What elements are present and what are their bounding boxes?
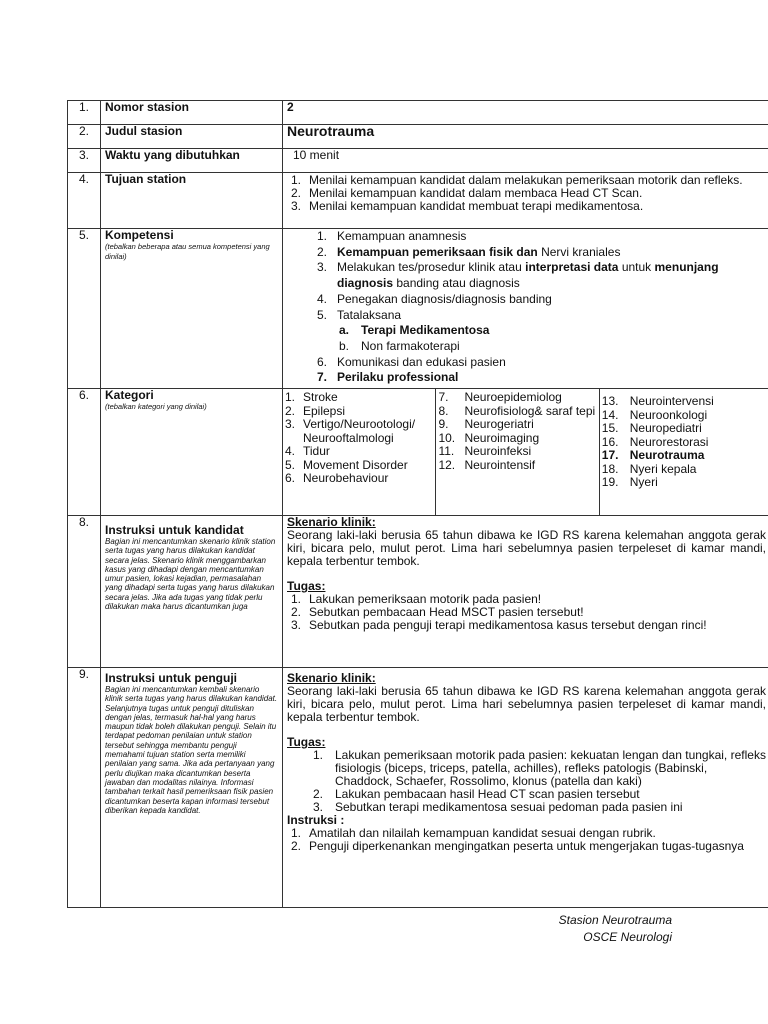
row-note: Bagian ini mencantumkan skenario klinik station serta tugas yang harus dilakukan kandidat secara jelas. Skenario klinik menggambarkan kasus yang dihadapi dengan mencantumkan umur pasien, lokasi kejadian, permasalahan yang dihadapi serta tugas yang harus dilakukan secara jelas. Jika ada tugas yang tidak perlu dilakukan maka harus dicantumkan juga	[105, 537, 276, 612]
row-label: Judul stasion	[101, 125, 283, 149]
category-columns	[283, 389, 768, 515]
list-item: 2. Epilepsi	[285, 403, 346, 418]
table-row	[68, 389, 768, 516]
list-item: 7. Neuroepidemiolog	[438, 390, 562, 404]
list-item: 9. Neurogeriatri	[438, 417, 534, 431]
list-item: 3. Menilai kemampuan kandidat membuat terapi medikamentosa.	[291, 199, 644, 213]
row-label-cell	[101, 229, 283, 389]
row-label: Tujuan station	[101, 173, 283, 229]
list-item: 4. Tidur	[285, 444, 330, 458]
list-item: 2. Lakukan pembacaan hasil Head CT scan pasien tersebut	[313, 787, 640, 801]
row-number: 1.	[68, 101, 101, 125]
list-item: 2. Menilai kemampuan kandidat dalam membaca Head CT Scan.	[291, 186, 643, 200]
table-row	[68, 149, 768, 173]
list-item: 1. Amatilah dan nilailah kemampuan kandidat sesuai dengan rubrik.	[291, 826, 656, 840]
list-item: 16. Neurorestorasi	[601, 434, 709, 449]
tasks-list	[287, 749, 766, 814]
row-label: Instruksi untuk penguji	[105, 671, 238, 685]
row-label: Nomor stasion	[101, 101, 283, 125]
time-value: 10 menit	[283, 149, 768, 173]
row-label-cell	[101, 389, 283, 516]
list-item: 6. Neurobehaviour	[285, 471, 389, 485]
footer-exam-name: OSCE Neurologi	[583, 930, 672, 944]
row-label: Kategori	[105, 388, 154, 402]
list-item: 8. Neurofisiolog& saraf tepi	[438, 403, 596, 418]
table-row	[68, 125, 768, 149]
list-item: 3. Sebutkan terapi medikamentosa sesuai pedoman pada pasien ini	[313, 800, 683, 814]
row-number: 3.	[68, 149, 101, 173]
competency-list	[287, 229, 766, 386]
list-item: 13. Neurointervensi	[601, 394, 714, 408]
station-title-value: Neurotrauma	[283, 125, 768, 149]
row-label: Instruksi untuk kandidat	[105, 523, 244, 537]
scenario-title: Skenario klinik:	[287, 671, 376, 685]
list-item: 17. Neurotrauma	[601, 448, 705, 462]
row-number: 8.	[68, 516, 101, 668]
objectives-cell	[283, 173, 768, 229]
row-number: 2.	[68, 125, 101, 149]
table-row	[68, 173, 768, 229]
list-item: 18. Nyeri kepala	[601, 461, 697, 476]
list-item: 12. Neurointensif	[438, 457, 536, 472]
list-item: 1. Lakukan pemeriksaan motorik pada pasien!	[291, 592, 542, 606]
row-number: 6.	[68, 389, 101, 516]
list-item: 7. Perilaku professional	[317, 370, 459, 385]
row-number: 5.	[68, 229, 101, 389]
row-label-cell	[101, 668, 283, 908]
list-item: 11. Neuroinfeksi	[438, 444, 532, 458]
list-item: 5. Movement Disorder	[285, 457, 408, 472]
candidate-instruction-cell	[283, 516, 768, 668]
list-item: 19. Nyeri	[601, 475, 658, 489]
tasks-list	[287, 593, 766, 632]
scenario-title: Skenario klinik:	[287, 515, 376, 529]
list-item: 5. Tatalaksana	[317, 307, 402, 322]
category-column	[600, 389, 768, 515]
list-item: a. Terapi Medikamentosa	[339, 323, 490, 338]
list-item: 3. Vertigo/Neurootologi/ Neurooftalmologi	[285, 417, 416, 445]
table-row	[68, 229, 768, 389]
table-row	[68, 516, 768, 668]
row-label: Kompetensi	[105, 228, 174, 242]
category-column	[283, 389, 436, 515]
scenario-text: Seorang laki-laki berusia 65 tahun dibawa ke IGD RS karena kelemahan anggota gerak kiri, bicara pelo, mulut perot. Lima hari sebelumnya pasien terpeleset di kamar mandi, kepala terbentur tembok.	[287, 684, 766, 724]
list-item: 2. Sebutkan pembacaan Head MSCT pasien tersebut!	[291, 605, 584, 619]
tasks-title: Tugas:	[287, 579, 326, 593]
category-column	[436, 389, 599, 515]
scenario-text: Seorang laki-laki berusia 65 tahun dibawa ke IGD RS karena kelemahan anggota gerak kiri, bicara pelo, mulut perot. Lima hari sebelumnya pasien terpeleset di kamar mandi, kepala terbentur tembok.	[287, 528, 766, 568]
category-cell	[283, 389, 768, 516]
table-row	[68, 101, 768, 125]
row-number: 9.	[68, 668, 101, 908]
row-note: (tebalkan kategori yang dinilai)	[105, 402, 207, 411]
list-item: 2. Penguji diperkenankan mengingatkan peserta untuk mengerjakan tugas-tugasnya	[291, 839, 744, 853]
tasks-title: Tugas:	[287, 735, 326, 749]
examiner-instruction-cell	[283, 668, 768, 908]
list-item: 15. Neuropediatri	[601, 421, 702, 435]
list-item: 1. Menilai kemampuan kandidat dalam melakukan pemeriksaan motorik dan refleks.	[291, 173, 743, 187]
list-item: b. Non farmakoterapi	[339, 338, 460, 353]
footer	[500, 912, 672, 946]
objectives-list	[287, 174, 766, 213]
row-number: 4.	[68, 173, 101, 229]
table-row	[68, 668, 768, 908]
list-item: 3. Sebutkan pada penguji terapi medikamentosa kasus tersebut dengan rinci!	[291, 618, 707, 632]
list-item: 2. Kemampuan pemeriksaan fisik dan Nervi kraniales	[317, 244, 621, 259]
list-item: 1. Lakukan pemeriksaan motorik pada pasien: kekuatan lengan dan tungkai, refleks fisiologis (biceps, triceps, patella, achilles), refleks patologis (Babinski, Chaddock, Schaefer, Rossolimo, klonus (patella dan kaki)	[313, 748, 766, 788]
list-item: 10. Neuroimaging	[438, 430, 540, 445]
list-item: 3. Melakukan tes/prosedur klinik atau interpretasi data untuk menunjang diagnosis banding atau diagnosis	[317, 260, 719, 291]
instructions-list	[287, 827, 766, 853]
row-note: (tebalkan beberapa atau semua kompetensi yang dinilai)	[105, 242, 270, 261]
list-item: 4. Penegakan diagnosis/diagnosis banding	[317, 291, 552, 306]
row-note: Bagian ini mencantumkan kembali skenario klinik serta tugas yang harus dilakukan kandidat. Selanjutnya tugas untuk penguji dituliskan dengan jelas, termasuk hal-hal yang harus maupun tidak boleh dilakukan penguji. Selain itu terdapat pedoman penilaian untuk station tersebut sehingga membantu penguji memahami tujuan station serta memiliki penilaian yang sama. Jika ada pertanyaan yang perlu diujikan maka dicantumkan beserta jawaban dan modalitas nilainya. Informasi tambahan terkait hasil pemeriksaan fisik pasien dicantumkan beserta kapan informasi tersebut diberikan kepada kandidat.	[105, 685, 278, 815]
instructions-title: Instruksi :	[287, 813, 345, 827]
list-item: 1. Stroke	[285, 390, 338, 404]
footer-station-name: Stasion Neurotrauma	[558, 913, 672, 927]
competency-cell	[283, 229, 768, 389]
list-item: 14. Neuroonkologi	[601, 407, 708, 422]
list-item: 6. Komunikasi dan edukasi pasien	[317, 354, 506, 369]
row-label: Waktu yang dibutuhkan	[101, 149, 283, 173]
row-label-cell	[101, 516, 283, 668]
station-number-value: 2	[283, 101, 768, 125]
document-page	[67, 100, 768, 908]
list-item: 1. Kemampuan anamnesis	[317, 229, 467, 243]
station-table	[67, 100, 768, 908]
